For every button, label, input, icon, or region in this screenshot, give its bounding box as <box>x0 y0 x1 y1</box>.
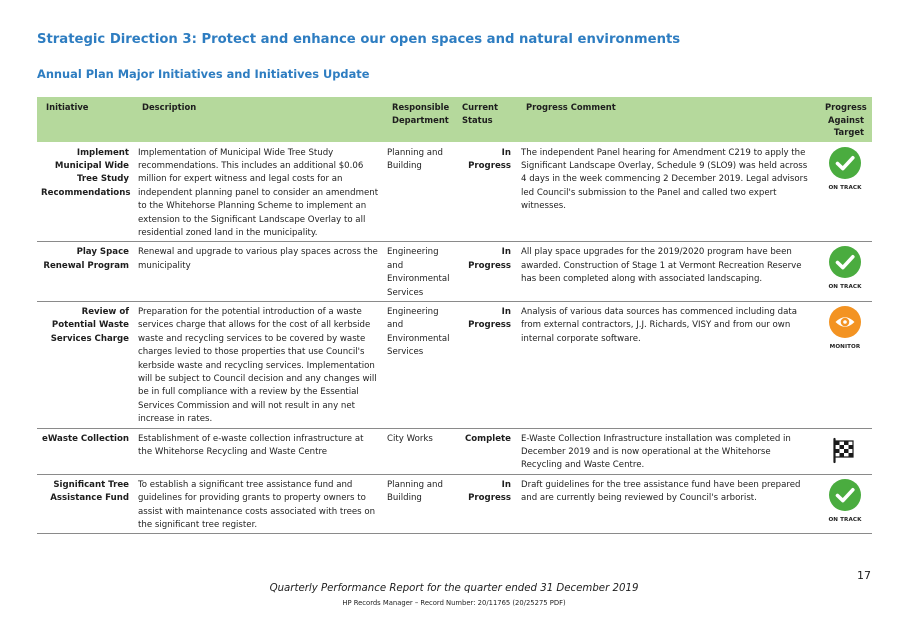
progress-label: ON TRACK <box>828 516 862 523</box>
header-comment: Progress Comment <box>517 97 816 142</box>
footer-record-number: HP Records Manager – Record Number: 20/11765 (20/25275 PDF) <box>342 599 566 607</box>
row-department: Planning and Building <box>383 474 453 534</box>
row-comment: Draft guidelines for the tree assistance fund have been prepared and are currently being reviewed by Council's arborist. <box>517 474 816 534</box>
row-initiative: Review of Potential Waste Services Charge <box>37 301 133 428</box>
chequered-flag-icon <box>829 433 861 465</box>
header-status: Current Status <box>453 97 517 142</box>
page-number: 17 <box>857 569 871 582</box>
row-initiative: eWaste Collection <box>37 428 133 474</box>
header-department: Responsible Department <box>383 97 453 142</box>
progress-badge <box>820 246 870 294</box>
row-department: Engineering and Environmental Services <box>383 242 453 302</box>
header-target: Progress Against Target <box>816 97 872 142</box>
progress-badge <box>820 306 870 354</box>
row-description: Preparation for the potential introduction of a waste services charge that allows for the cost of all kerbside waste and recycling services to be covered by waste charges levied to those properties that use Council's kerbside waste and recycling services. Implementation will be subject to Council decision and any changes will be in full compliance with a review by the Essential Services Commission and will not result in any net increase in rates. <box>133 301 383 428</box>
progress-label: ON TRACK <box>828 284 862 291</box>
row-target <box>816 474 872 534</box>
row-status: In Progress <box>453 301 517 428</box>
row-target <box>816 428 872 474</box>
header-initiative: Initiative <box>37 97 133 142</box>
row-description: To establish a significant tree assistance fund and guidelines for providing grants to property owners to assist with maintenance costs associated with trees on the significant tree register. <box>133 474 383 534</box>
progress-badge <box>820 147 870 195</box>
section-subheading: Annual Plan Major Initiatives and Initiatives Update <box>37 67 370 81</box>
row-status: Complete <box>453 428 517 474</box>
initiatives-table <box>37 97 872 534</box>
footer-report-title: Quarterly Performance Report for the quarter ended 31 December 2019 <box>269 583 639 594</box>
progress-label: MONITOR <box>829 343 861 350</box>
check-circle-icon <box>829 246 861 278</box>
row-initiative: Play Space Renewal Program <box>37 242 133 302</box>
row-status: In Progress <box>453 242 517 302</box>
row-target <box>816 301 872 428</box>
eye-circle-icon <box>829 306 861 338</box>
row-comment: The independent Panel hearing for Amendment C219 to apply the Significant Landscape Overlay, Schedule 9 (SLO9) was held across 4 days in the week commencing 2 December 2019. Legal advisors led Council's submission to the Panel and called two expert witnesses. <box>517 142 816 242</box>
header-description: Description <box>133 97 383 142</box>
table-row <box>37 428 872 474</box>
row-status: In Progress <box>453 474 517 534</box>
progress-badge <box>820 433 870 465</box>
row-description: Establishment of e-waste collection infrastructure at the Whitehorse Recycling and Waste Centre <box>133 428 383 474</box>
progress-label: ON TRACK <box>828 184 862 191</box>
row-department: Planning and Building <box>383 142 453 242</box>
table-header-row <box>37 97 872 142</box>
row-description: Implementation of Municipal Wide Tree Study recommendations. This includes an additional $0.06 million for expert witness and legal costs for an independent planning panel to consider an amendment to the Whitehorse Planning Scheme to implement an extension to the Significant Landscape Overlay to all residential zoned land in the municipality. <box>133 142 383 242</box>
row-comment: All play space upgrades for the 2019/2020 program have been awarded. Construction of Stage 1 at Vermont Recreation Reserve has been completed along with associated landscaping. <box>517 242 816 302</box>
progress-badge <box>820 479 870 527</box>
row-comment: Analysis of various data sources has commenced including data from external contractors, J.J. Richards, VISY and from our own internal corporate software. <box>517 301 816 428</box>
row-description: Renewal and upgrade to various play spaces across the municipality <box>133 242 383 302</box>
table-row <box>37 242 872 302</box>
row-comment: E-Waste Collection Infrastructure installation was completed in December 2019 and is now operational at the Whitehorse Recycling and Waste Centre. <box>517 428 816 474</box>
table-row <box>37 474 872 534</box>
row-department: City Works <box>383 428 453 474</box>
section-heading: Strategic Direction 3: Protect and enhance our open spaces and natural environments <box>37 32 681 47</box>
table-row <box>37 142 872 242</box>
row-status: In Progress <box>453 142 517 242</box>
row-department: Engineering and Environmental Services <box>383 301 453 428</box>
check-circle-icon <box>829 479 861 511</box>
row-initiative: Significant Tree Assistance Fund <box>37 474 133 534</box>
table-row <box>37 301 872 428</box>
row-target <box>816 242 872 302</box>
row-target <box>816 142 872 242</box>
check-circle-icon <box>829 147 861 179</box>
row-initiative: Implement Municipal Wide Tree Study Recommendations <box>37 142 133 242</box>
